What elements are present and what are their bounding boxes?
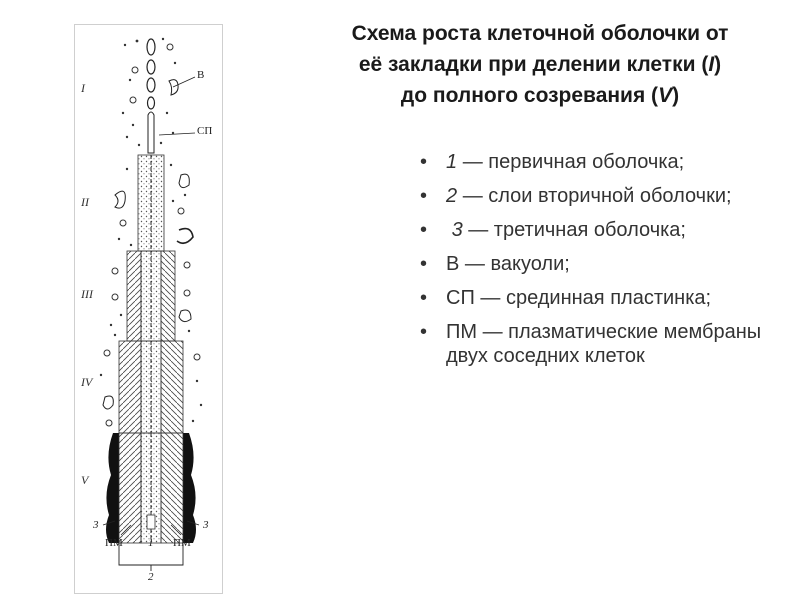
legend-symbol: 1 [446,151,458,173]
legend-text: — плазматические мембраны двух соседних клеток [446,321,762,367]
legend-item-primary [420,150,780,174]
legend-item-plasma-membranes [420,320,780,368]
legend-text: — третичная оболочка; [468,219,686,241]
stage-label-1: I [81,81,85,95]
legend-symbol: СП [446,287,475,309]
legend-text: — слои вторичной оболочки; [462,185,732,207]
primary-wall-label: 1 [148,537,154,549]
page-title [290,18,790,111]
stage-v-drawing [103,433,199,571]
bullet-icon: • [420,253,428,275]
stage-iv-drawing [100,341,202,433]
legend-item-tertiary [420,218,780,242]
title-stage-end: V [658,84,673,107]
stage-label-3: III [81,287,93,301]
legend-item-middle-lamella [420,286,780,310]
bullet-icon: • [420,287,428,309]
legend-text: — вакуоли; [464,253,570,275]
stage-iii-drawing [110,251,191,341]
legend-item-secondary [420,184,780,208]
title-line-1: Схема роста клеточной оболочки от [351,22,729,45]
bullet-icon: • [420,321,428,343]
tertiary-label-left: 3 [93,519,99,531]
vacuole-label: В [197,69,205,81]
stage-label-2: II [81,195,89,209]
title-line-2-text: её закладки при делении клетки ( [358,53,709,76]
legend-list [420,150,780,378]
middle-lamella-label: СП [197,125,213,137]
secondary-wall-label: 2 [148,571,154,583]
legend-symbol: В [446,253,460,275]
legend-item-vacuoles [420,252,780,276]
legend-symbol: 3 [451,219,463,241]
legend-symbol: 2 [446,185,458,207]
title-stage-start: I [708,53,715,76]
title-line-3 [290,80,790,111]
bullet-icon: • [420,151,428,173]
stage-ii-drawing [115,155,193,251]
plasma-membrane-label-right: ПМ [173,537,191,549]
title-line-3-text: до полного созревания ( [400,84,659,107]
cell-wall-drawing [75,25,222,593]
legend-symbol: ПМ [446,321,478,343]
stage-i-drawing [122,38,195,153]
stage-label-5: V [81,473,89,487]
tertiary-label-right: 3 [203,519,209,531]
bullet-icon: • [420,219,428,241]
legend-text: — срединная пластинка; [480,287,712,309]
title-line-3-close: ) [672,84,680,107]
title-line-2-close: ) [714,53,722,76]
legend-text: — первичная оболочка; [462,151,685,173]
bullet-icon: • [420,185,428,207]
title-line-2 [290,49,790,80]
plasma-membrane-label-left: ПМ [105,537,123,549]
stage-label-4: IV [81,375,93,389]
cell-wall-diagram [74,24,223,594]
